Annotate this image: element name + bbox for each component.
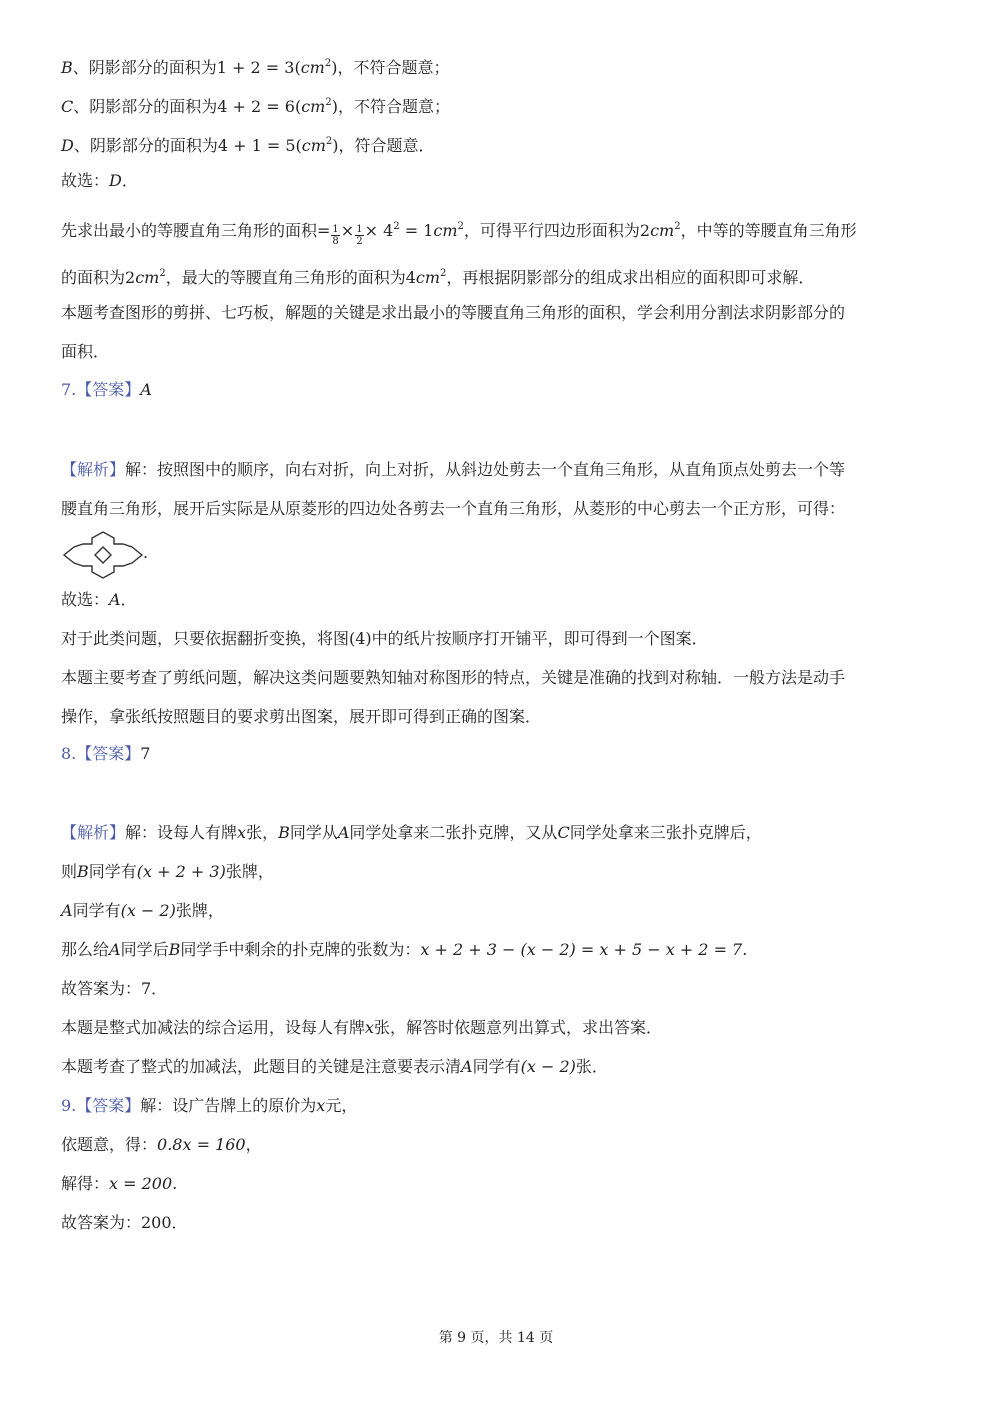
q8-line-7: 本题考查了整式的加减法，此题目的关键是注意要表示清A同学有(x − 2)张． <box>61 1057 608 1076</box>
q8-analysis-line-1: 【解析】解：设每人有牌x张，B同学从A同学处拿来二张扑克牌，又从C同学处拿来三张扑克牌后， <box>61 823 762 842</box>
q6-option-d: D、阴影部分的面积为$4 + 1 = 5(cm^2)$，符合题意． <box>61 136 435 155</box>
page-footer: 第 9 页，共 14 页 <box>438 1330 554 1346</box>
q7-comment-line-1: 本题主要考查了剪纸问题，解决这类问题要熟知轴对称图形的特点，关键是准确的找到对称轴．一般方法是动手 <box>61 668 846 687</box>
q8-answer-header: 8.【答案】7 <box>61 744 151 763</box>
q6-choose: 故选：D． <box>61 171 138 190</box>
q7-analysis-line-2: 腰直角三角形，展开后实际是从原菱形的四边处各剪去一个直角三角形，从菱形的中心剪去一个正方形，可得： <box>61 499 846 518</box>
q6-comment-line-2: 面积． <box>61 342 110 361</box>
q7-choose: 故选：A． <box>61 590 137 609</box>
q6-analysis-line-2: 的面积为$2cm^2$，最大的等腰直角三角形的面积为$4cm^2$，再根据阴影部分的组成求出相应的面积即可求解． <box>61 268 815 287</box>
q8-line-6: 本题是整式加减法的综合运用，设每人有牌x张，解答时依题意列出算式，求出答案． <box>61 1018 663 1037</box>
q9-line-2: 依题意，得：0.8x = 160， <box>61 1135 262 1154</box>
q9-line-4: 故答案为：200． <box>61 1213 188 1232</box>
q7-note: 对于此类问题，只要依据翻折变换，将图(4)中的纸片按顺序打开铺平，即可得到一个图案． <box>61 629 708 648</box>
q6-option-b: B、阴影部分的面积为$1 + 2 = 3(cm^2)$，不符合题意； <box>61 58 450 77</box>
fraction-one-half: $\frac{1}{2}$ <box>356 224 363 247</box>
q6-analysis-line-1: 先求出最小的等腰直角三角形的面积= $\frac{1}{8}$ × $\frac{1}{2}$ × $4^2 = 1cm^2$，可得平行四边形面积为$2cm^2$，中等的等腰直角三角形 <box>61 221 857 247</box>
q7-answer-header: 7.【答案】A <box>61 380 152 399</box>
figure-period: . <box>143 543 149 562</box>
cut-paper-pattern-figure <box>62 530 144 580</box>
q9-answer-header: 9.【答案】解：设广告牌上的原价为x元， <box>61 1096 358 1115</box>
q7-comment-line-2: 操作，拿张纸按照题目的要求剪出图案，展开即可得到正确的图案． <box>61 707 542 726</box>
fraction-one-eighth: $\frac{1}{8}$ <box>332 224 339 247</box>
q8-line-2: 则B同学有(x + 2 + 3)张牌， <box>61 862 274 881</box>
q7-analysis-line-1: 【解析】解：按照图中的顺序，向右对折，向上对折，从斜边处剪去一个直角三角形，从直角顶点处剪去一个等 <box>61 460 846 479</box>
q6-comment-line-1: 本题考查图形的剪拼、七巧板，解题的关键是求出最小的等腰直角三角形的面积，学会利用分割法求阴影部分的 <box>61 303 846 322</box>
q9-line-3: 解得：x = 200. <box>61 1174 178 1193</box>
q8-line-4: 那么给A同学后B同学手中剩余的扑克牌的张数为：x + 2 + 3 − (x − 2) = x + 5 − x + 2 = 7. <box>61 940 748 959</box>
q8-line-5: 故答案为：7． <box>61 979 168 998</box>
q6-option-c: C、阴影部分的面积为$4 + 2 = 6(cm^2)$，不符合题意； <box>61 97 450 116</box>
q8-line-3: A同学有(x − 2)张牌， <box>61 901 224 920</box>
